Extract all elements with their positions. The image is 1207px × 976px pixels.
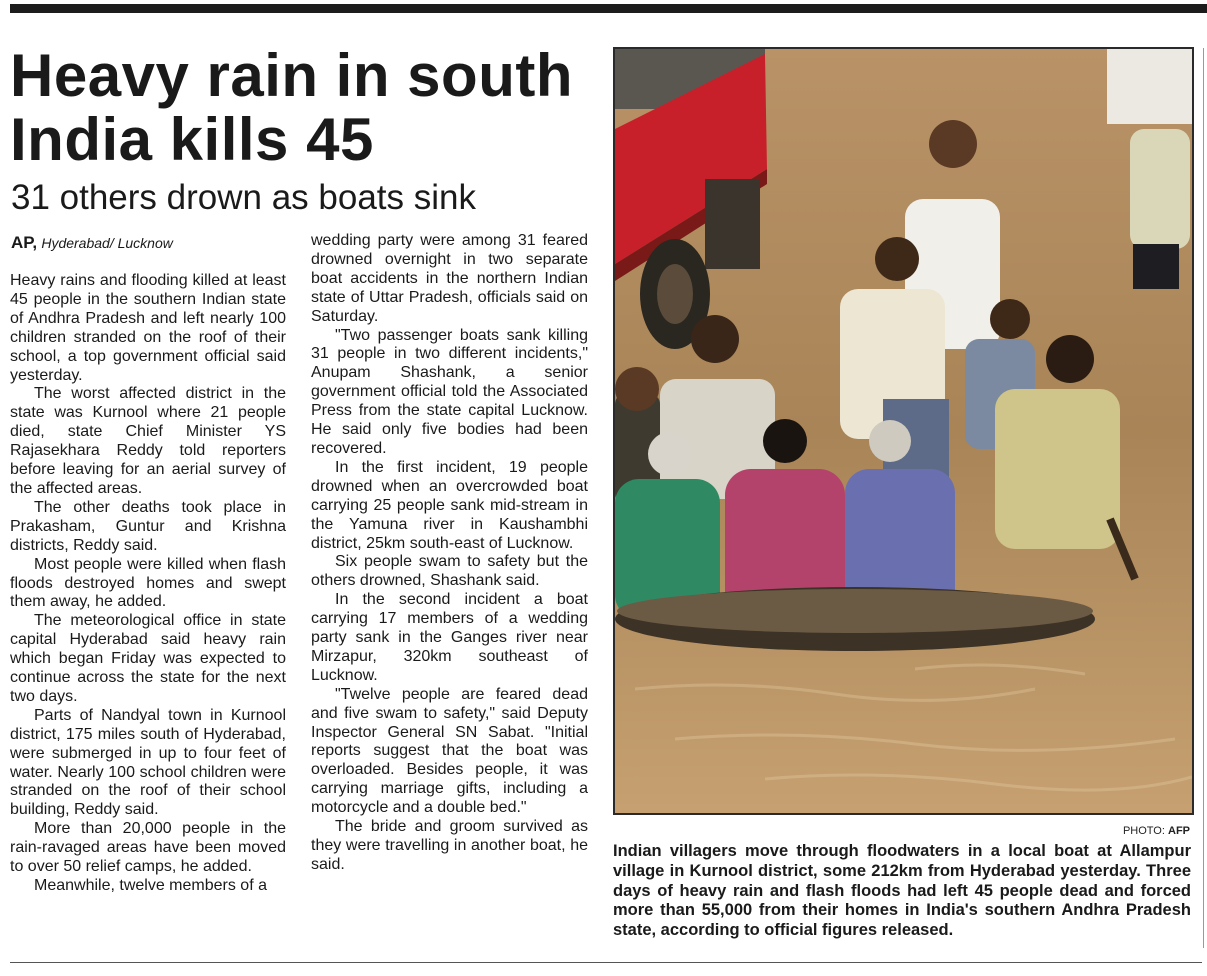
- paragraph: The worst affected district in the state was Kurnool where 21 people died, state Chief Minister YS Rajasekhara Reddy told reporters before leaving for an aerial survey of the affected areas.: [10, 385, 286, 497]
- paragraph: Most people were killed when flash floods destroyed homes and swept them away, he added.: [10, 555, 286, 611]
- paragraph: "Two passenger boats sank killing 31 people in two different incidents," Anupam Shashank, a senior government official told the Associated Press from the state capital Lucknow. He said only five bodies had been recovered.: [311, 326, 588, 457]
- byline-dateline: Hyderabad/ Lucknow: [41, 235, 173, 251]
- paragraph: The meteorological office in state capital Hyderabad said heavy rain which began Friday was expected to continue across the state for the next two days.: [10, 612, 286, 705]
- photo-credit-label: PHOTO:: [1122, 825, 1165, 837]
- paragraph: The bride and groom survived as they were travelling in another boat, he said.: [311, 818, 588, 873]
- paragraph: "Twelve people are feared dead and five swam to safety," said Deputy Inspector General SN Sabat. "Initial reports suggest that the boat was overloaded. Besides people, it was carrying marriage gifts, including a motorcycle and a double bed.": [311, 685, 588, 817]
- article-column-2: [311, 232, 588, 875]
- paragraph: Meanwhile, twelve members of a: [34, 877, 267, 894]
- right-rule: [1203, 48, 1204, 948]
- paragraph: Six people swam to safety but the others drowned, Shashank said.: [311, 553, 588, 590]
- paragraph: Heavy rains and flooding killed at least 45 people in the southern Indian state of Andhra Pradesh and left nearly 100 children stranded on the roof of their school, a top government official said yesterday.: [10, 272, 286, 384]
- byline-agency: AP,: [11, 233, 38, 252]
- flood-boat-illustration: [615, 49, 1192, 813]
- photo-credit-source: AFP: [1168, 825, 1190, 837]
- bottom-rule: [10, 962, 1202, 963]
- paragraph: wedding party were among 31 feared drowned overnight in two separate boat accidents in the northern Indian state of Uttar Pradesh, officials said on Saturday.: [311, 232, 588, 325]
- headline: Heavy rain in south India kills 45: [10, 42, 573, 173]
- paragraph: In the second incident a boat carrying 17 members of a wedding party sank in the Ganges river near Mirzapur, 320km southeast of Lucknow.: [311, 591, 588, 684]
- top-rule: [10, 4, 1207, 13]
- photo-credit: [1040, 824, 1190, 838]
- article-column-1: [10, 272, 286, 896]
- paragraph: The other deaths took place in Prakasham, Guntur and Krishna districts, Reddy said.: [10, 498, 286, 554]
- subheadline: 31 others drown as boats sink: [11, 178, 476, 217]
- paragraph: Parts of Nandyal town in Kurnool district, 175 miles south of Hyderabad, were submerged in up to four feet of water. Nearly 100 school children were stranded on the roof of their school building, Reddy said.: [10, 706, 286, 819]
- photo-caption: Indian villagers move through floodwaters in a local boat at Allampur village in Kurnool district, some 212km from Hyderabad yesterday. Three days of heavy rain and flash floods had left 45 people dead and forced more than 55,000 from their homes in India's southern Andhra Pradesh state, according to official figures released.: [613, 842, 1191, 940]
- paragraph: More than 20,000 people in the rain-ravaged areas have been moved to over 50 relief camps, he added.: [10, 820, 286, 876]
- byline: [11, 233, 173, 254]
- news-photo: [613, 47, 1194, 815]
- paragraph: In the first incident, 19 people drowned when an overcrowded boat carrying 25 people sank mid-stream in the Yamuna river in Kaushambhi district, 25km south-east of Lucknow.: [311, 458, 588, 552]
